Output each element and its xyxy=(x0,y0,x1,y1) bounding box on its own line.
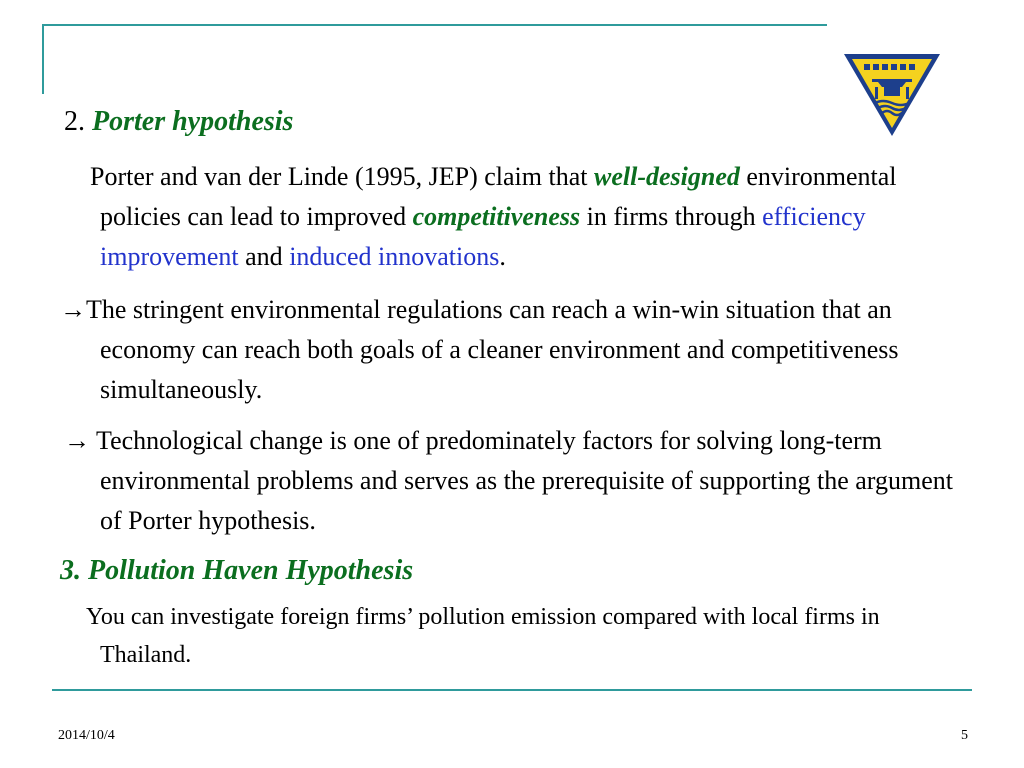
section-heading-pollution-haven: 3. Pollution Haven Hypothesis xyxy=(60,555,414,586)
paragraph-foreign-firms: You can investigate foreign firms’ pollution emission compared with local firms in Thailand. xyxy=(86,604,880,668)
paragraph-porter-claim xyxy=(90,157,980,277)
paragraph-technological-change: → Technological change is one of predominately factors for solving long-term environmental problems and serves as the prerequisite of supporting the argument of Porter hypothesis. xyxy=(64,426,953,535)
left-rule xyxy=(42,24,44,94)
emphasis-well-designed: well-designed xyxy=(593,162,740,191)
top-rule xyxy=(42,24,827,26)
highlight-induced-innovations: induced innovations xyxy=(289,242,500,271)
section-heading-porter xyxy=(64,103,293,141)
text-run: in firms through xyxy=(580,202,763,231)
university-emblem-logo xyxy=(842,52,942,138)
bottom-rule xyxy=(52,689,972,691)
text-run: . xyxy=(499,242,506,271)
text-run: Porter and van der Linde (1995, JEP) claim that xyxy=(90,162,594,191)
paragraph-win-win: →The stringent environmental regulations can reach a win-win situation that an economy can reach both goals of a cleaner environment and competitiveness simultaneously. xyxy=(60,295,899,404)
text-run: environmental policies can lead to improved xyxy=(100,162,897,231)
highlight-efficiency-improvement: efficiency improvement xyxy=(100,202,866,271)
emphasis-competitiveness: competitiveness xyxy=(412,202,581,231)
page-number: 5 xyxy=(961,728,968,743)
section-number: 2. xyxy=(64,106,92,137)
text-run: and xyxy=(238,242,290,271)
section-title: Porter hypothesis xyxy=(92,106,294,137)
footer-date: 2014/10/4 xyxy=(58,728,115,743)
